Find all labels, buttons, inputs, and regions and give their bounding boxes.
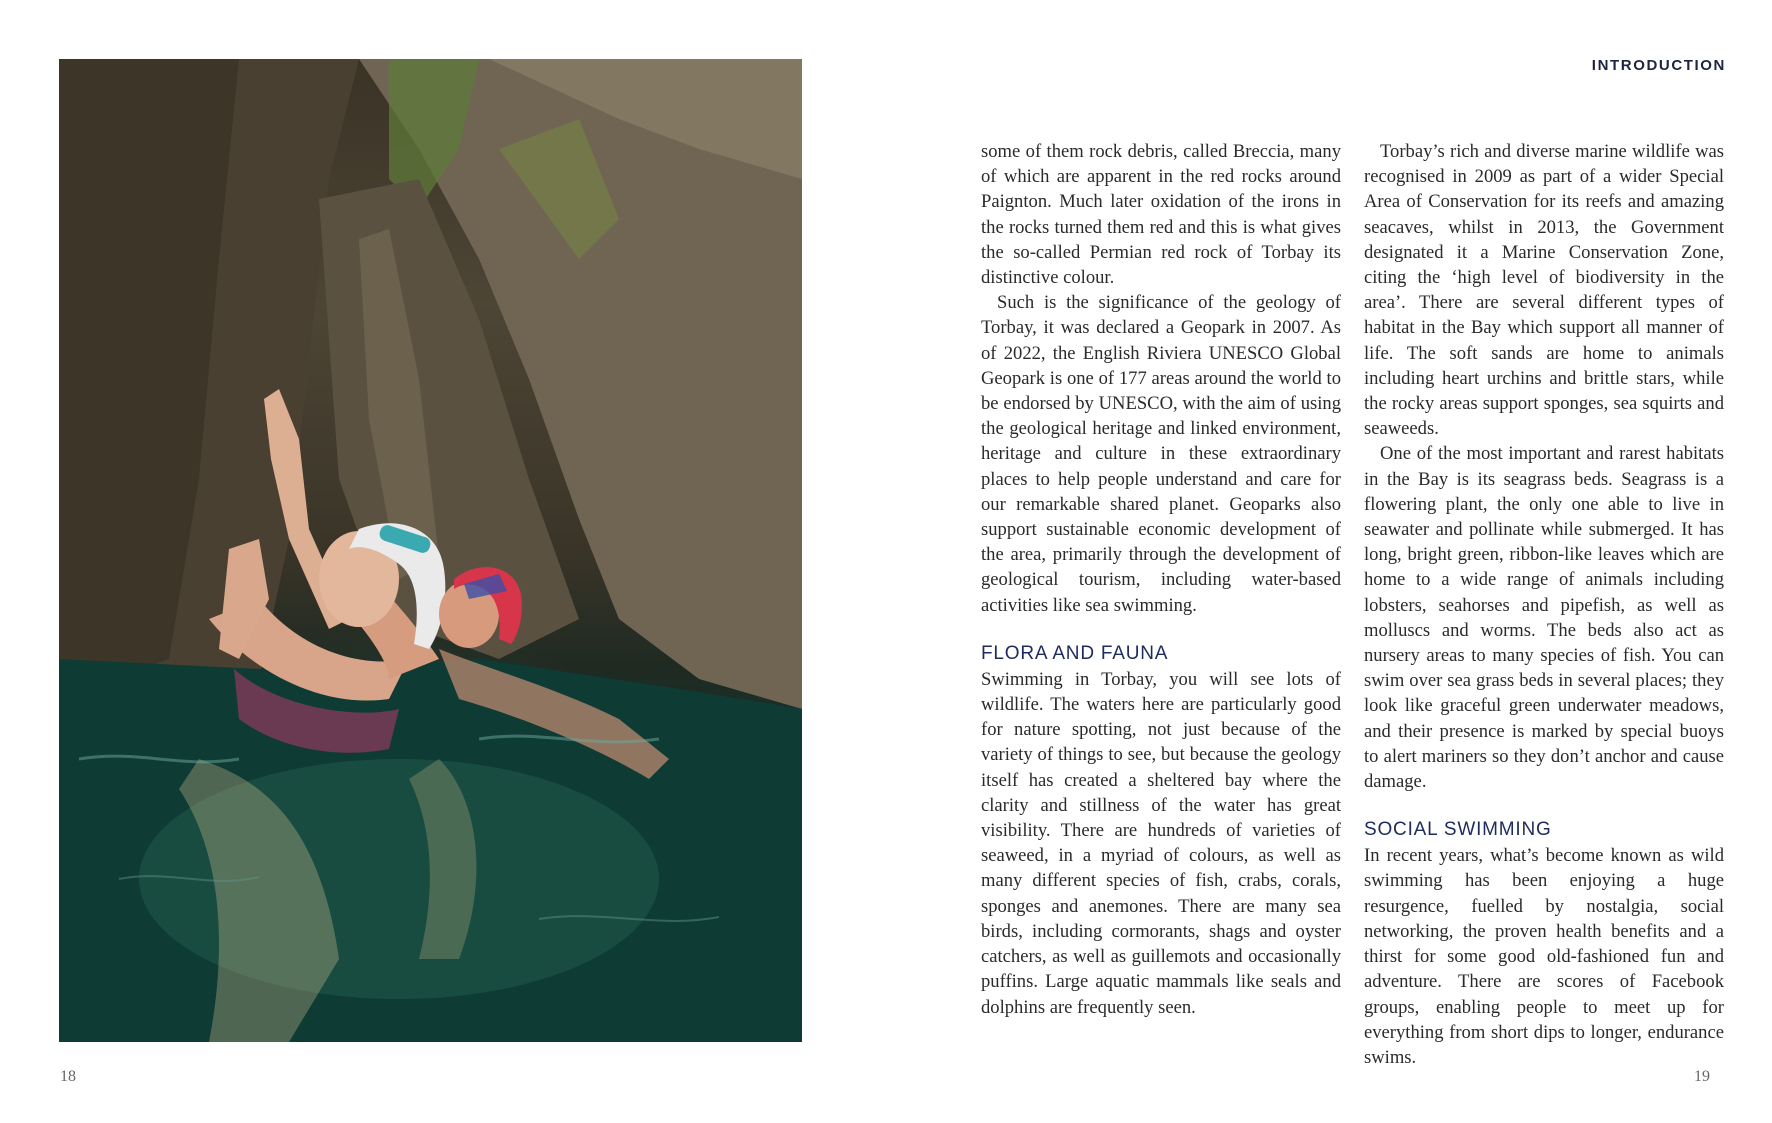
section-heading-flora-fauna: FLORA AND FAUNA <box>981 642 1169 664</box>
text-column-2 <box>1364 139 1724 1070</box>
paragraph: Swimming in Torbay, you will see lots of wildlife. The waters here are particularly good for nature spotting, not just because of the variety of things to see, but because the geology itself has created a sheltered bay where the clarity and stillness of the water has great visibility. There are hundreds of varieties of seaweed, in a myriad of colours, as well as many different species of fish, crabs, corals, sponges and anemones. There are many sea birds, including cormorants, shags and oyster catchers, as well as guillemots and occasionally puffins. Large aquatic mammals like seals and dolphins are frequently seen. <box>981 668 1341 1018</box>
page-number-right: 19 <box>1694 1068 1710 1085</box>
paragraph: some of them rock debris, called Breccia, many of which are apparent in the red rocks around Paignton. Much later oxidation of the irons in the rocks turned them red and this is what gives the so-called Permian red rock of Torbay its distinctive colour. <box>981 141 1341 289</box>
paragraph: Torbay’s rich and diverse marine wildlife was recognised in 2009 as part of a wider Special Area of Conservation for its reefs and amazing seacaves, whilst in 2013, the Government designated it a Marine Conservation Zone, citing the ‘high level of biodiversity in the area’. There are several different types of habitat in the Bay which support all manner of life. The soft sands are home to animals including heart urchins and brittle stars, while the rocky areas support sponges, sea squirts and seaweeds. <box>1364 141 1724 440</box>
paragraph: Such is the significance of the geology of Torbay, it was declared a Geopark in 2007. As of 2022, the English Riviera UNESCO Global Geopark is one of 177 areas around the world to be endorsed by UNESCO, with the aim of using the geological heritage and linked environment, heritage and culture in these extraordinary places to help people understand and care for our remarkable shared planet. Geoparks also support sustainable economic development of the area, primarily through the development of geological tourism, including water-based activities like sea swimming. <box>981 292 1341 616</box>
paragraph: One of the most important and rarest habitats in the Bay is its seagrass beds. Seagrass is a flowering plant, the only one able to live in seawater and pollinate while submerged. It has long, bright green, ribbon-like leaves which are home to a wide range of animals including lobsters, seahorses and pipefish, as well as molluscs and worms. The beds also act as nursery areas to many species of fish. You can swim over sea grass beds in several places; they look like graceful green underwater meadows, and their presence is marked by special buoys to alert mariners so they don’t anchor and cause damage. <box>1364 443 1724 793</box>
cave-swimmers-photo <box>59 59 802 1042</box>
section-heading-social-swimming: SOCIAL SWIMMING <box>1364 819 1552 841</box>
running-head: INTRODUCTION <box>1591 57 1726 74</box>
page-number-left: 18 <box>60 1068 76 1085</box>
text-column-1 <box>981 139 1341 1020</box>
photo-illustration <box>59 59 802 1042</box>
paragraph: In recent years, what’s become known as wild swimming has been enjoying a huge resurgence, fuelled by nostalgia, social networking, the proven health benefits and a thirst for some good old-fashioned fun and adventure. There are scores of Facebook groups, enabling people to meet up for everything from short dips to longer, endurance swims. <box>1364 845 1724 1068</box>
